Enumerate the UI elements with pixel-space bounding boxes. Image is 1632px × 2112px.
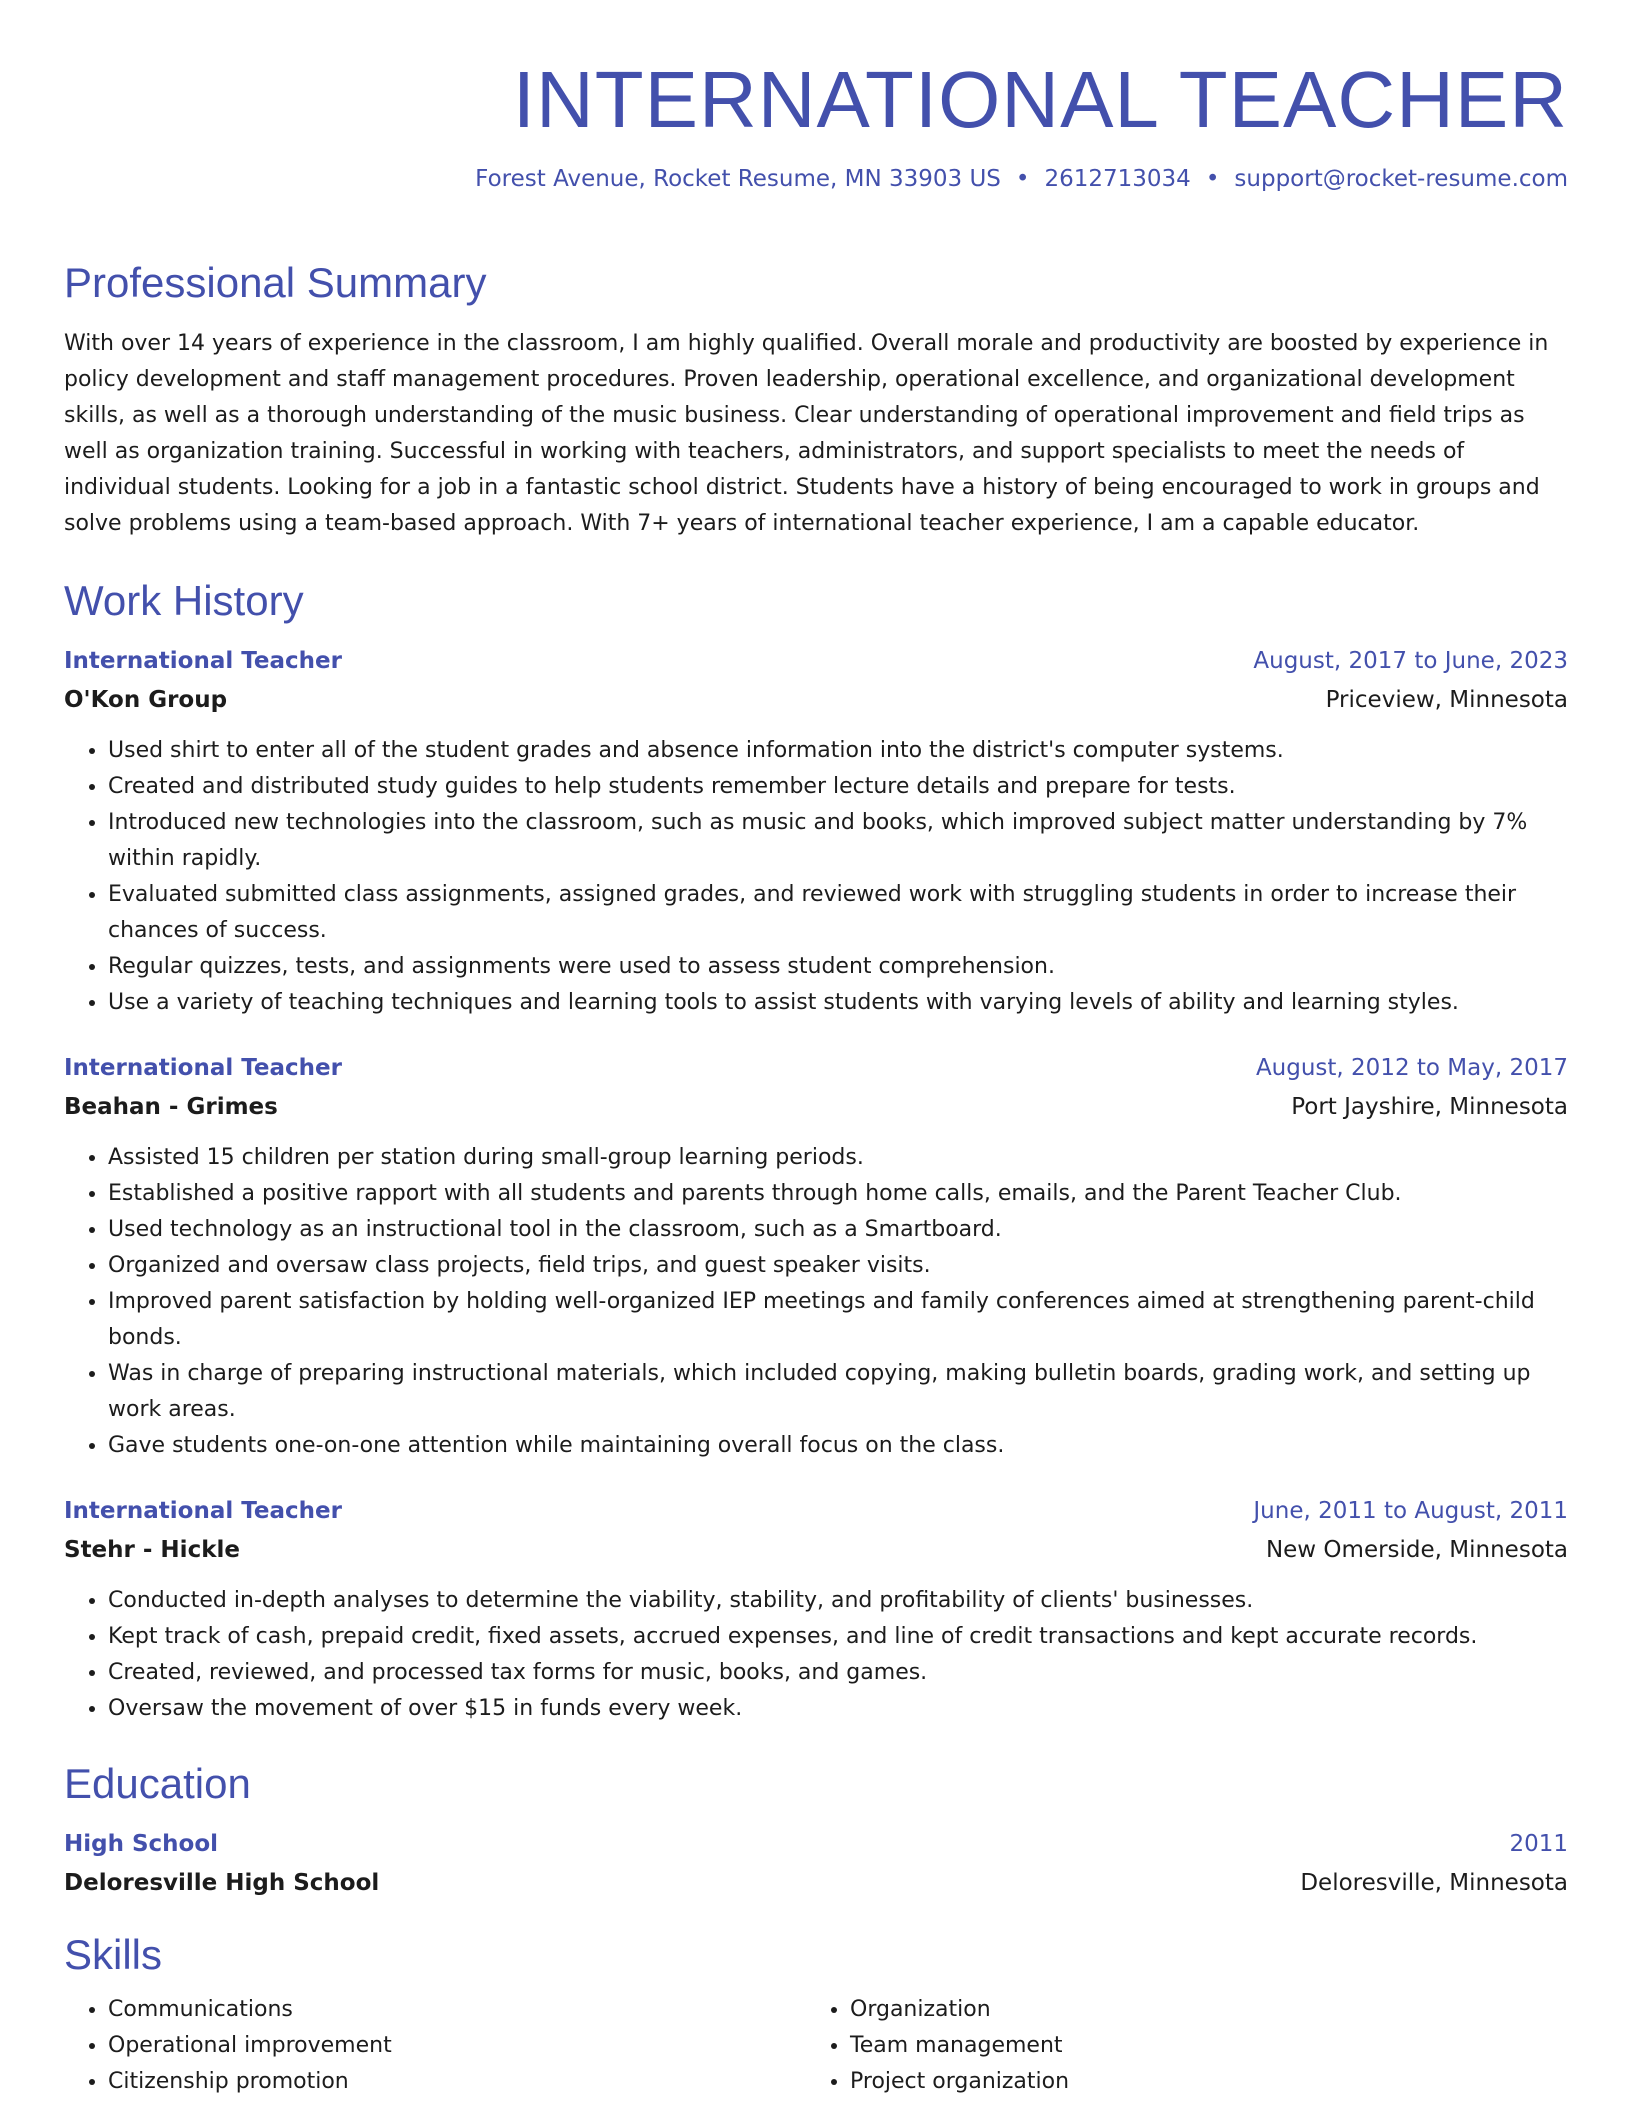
contact-line [64,164,1568,220]
job-company-row [64,1092,1568,1122]
job-title-row [64,1496,1568,1526]
job-bullet: • Assisted 15 children per station during small-group learning periods. [108,1140,1568,1176]
job-company-row [64,685,1568,715]
job-dates: June, 2011 to August, 2011 [1253,1498,1568,1524]
job-location: Port Jayshire, Minnesota [1291,1094,1568,1120]
job-bullet: • Organized and oversaw class projects, field trips, and guest speaker visits. [108,1248,1568,1284]
job-dates: August, 2012 to May, 2017 [1255,1055,1568,1081]
job-title-row [64,1053,1568,1083]
summary-heading: Professional Summary [64,259,487,306]
job-bullet: • Improved parent satisfaction by holding well-organized IEP meetings and family conferences aimed at strengthening parent-child bonds. [108,1284,1568,1356]
contact-phone: 2612713034 [1044,166,1191,192]
skill-item: • Organization [850,1992,1566,2028]
work-history-heading: Work History [64,577,304,624]
candidate-name: INTERNATIONAL TEACHER [512,55,1568,144]
job-dates: August, 2017 to June, 2023 [1253,648,1568,674]
job-role: International Teacher [64,1055,342,1081]
contact-separator: • [1015,166,1030,192]
education-year: 2011 [1509,1831,1568,1857]
education-degree: High School [64,1831,219,1857]
education-location: Deloresville, Minnesota [1300,1870,1568,1896]
job-entry [64,1053,1568,1464]
skill-item: • Operational improvement [108,2028,806,2064]
job-company: Beahan - Grimes [64,1094,278,1120]
job-bullet: • Introduced new technologies into the classroom, such as music and books, which improved subject matter understanding by 7% within rapidly. [108,805,1568,877]
education-title-row [64,1829,1568,1859]
education-school-row [64,1868,1568,1898]
job-bullet: • Regular quizzes, tests, and assignments were used to assess student comprehension. [108,949,1568,985]
job-bullet: • Oversaw the movement of over $15 in funds every week. [108,1691,1568,1727]
job-company-row [64,1535,1568,1565]
skill-item: • Project organization [850,2064,1566,2100]
job-bullet: • Use a variety of teaching techniques and learning tools to assist students with varying levels of ability and learning styles. [108,985,1568,1021]
job-entry [64,646,1568,1021]
summary-text: With over 14 years of experience in the classroom, I am highly qualified. Overall morale and productivity are boosted by experience in policy development and staff management procedures. Proven leadership, operational excellence, and organizational development skills, as well as a thorough understanding of the music business. Clear understanding of operational improvement and field trips as well as organization training. Successful in working with teachers, administrators, and support specialists to meet the needs of individual students. Looking for a job in a fantastic school district. Students have a history of being encouraged to work in groups and solve problems using a team-based approach. With 7+ years of international teacher experience, I am a capable educator. [64,331,1549,536]
skill-item: • Team management [850,2028,1566,2064]
job-location: New Omerside, Minnesota [1265,1537,1568,1563]
job-bullet: • Evaluated submitted class assignments, assigned grades, and reviewed work with struggling students in order to increase their chances of success. [108,877,1568,949]
job-bullets [64,1583,1568,1727]
skills-list [64,1992,1568,2100]
contact-separator: • [1205,166,1220,192]
job-bullet: • Created and distributed study guides to help students remember lecture details and prepare for tests. [108,769,1568,805]
skills-column [806,1992,1566,2100]
contact-email: support@rocket-resume.com [1234,166,1568,192]
job-company: Stehr - Hickle [64,1537,240,1563]
skill-item: • Communications [108,1992,806,2028]
job-bullet: • Conducted in-depth analyses to determine the viability, stability, and profitability of clients' businesses. [108,1583,1568,1619]
job-role: International Teacher [64,1498,342,1524]
job-title-row [64,646,1568,676]
education-school: Deloresville High School [64,1870,380,1896]
job-location: Priceview, Minnesota [1325,687,1568,713]
job-bullet: • Was in charge of preparing instructional materials, which included copying, making bulletin boards, grading work, and setting up work areas. [108,1356,1568,1428]
job-company: O'Kon Group [64,687,228,713]
job-bullet: • Used shirt to enter all of the student grades and absence information into the district's computer systems. [108,733,1568,769]
job-bullets [64,1140,1568,1464]
education-heading: Education [64,1760,251,1807]
job-role: International Teacher [64,648,342,674]
skills-column [64,1992,806,2100]
job-bullets [64,733,1568,1021]
job-bullet: • Established a positive rapport with all students and parents through home calls, emails, and the Parent Teacher Club. [108,1176,1568,1212]
skill-item: • Citizenship promotion [108,2064,806,2100]
job-bullet: • Created, reviewed, and processed tax forms for music, books, and games. [108,1655,1568,1691]
contact-address: Forest Avenue, Rocket Resume, MN 33903 US [475,166,1001,192]
education-entry [64,1829,1568,1898]
job-bullet: • Gave students one-on-one attention while maintaining overall focus on the class. [108,1428,1568,1464]
job-bullet: • Used technology as an instructional tool in the classroom, such as a Smartboard. [108,1212,1568,1248]
job-bullet: • Kept track of cash, prepaid credit, fixed assets, accrued expenses, and line of credit transactions and kept accurate records. [108,1619,1568,1655]
job-entry [64,1496,1568,1727]
skills-heading: Skills [64,1931,163,1978]
